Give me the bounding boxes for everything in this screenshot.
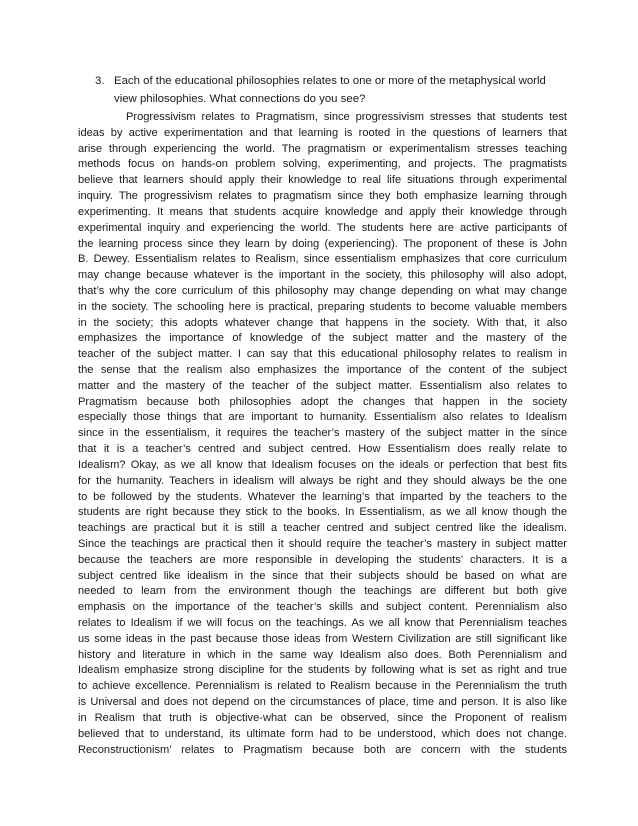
paragraph-line: for the humanity. Teachers in idealism will always be right and they should always be the one: [78, 474, 567, 487]
paragraph-line: Progressivism relates to Pragmatism, since progressivism stresses that students test: [126, 111, 567, 123]
paragraph-line: inquiry. The progressivism relates to pragmatism since they both emphasize learning through: [78, 190, 567, 203]
question-text: [114, 72, 569, 108]
paragraph-line: that’s why the core curriculum of this philosophy may change depending on what may change: [78, 284, 567, 297]
question-line: Each of the educational philosophies relates to one or more of the metaphysical world: [114, 75, 546, 87]
paragraph-line: Idealism? Okay, as we all know that Idealism focuses on the ideals or perfection that best fits: [78, 458, 567, 471]
paragraph-line: in Realism that truth is objective-what can be observed, since the Proponent of realism: [78, 711, 567, 724]
paragraph-line: that it is a teacher’s centred and subject centred. How Essentialism does really relate to: [78, 443, 567, 456]
paragraph-line: history and literature in which in the same way Idealism also does. Both Perennialism and: [78, 648, 567, 661]
paragraph-line: emphasis on the importance of the teacher’s skills and subject content. Perennialism also: [78, 601, 567, 614]
paragraph-line: in the society; this adopts whatever change that happens in the society. With that, it also: [78, 316, 567, 329]
paragraph-line: believed that to understand, its ultimate form had to be understood, which does not change.: [78, 727, 567, 740]
paragraph-line: methods focus on hands-on problem solving, experimenting, and projects. The pragmatists: [78, 158, 567, 171]
paragraph-line: B. Dewey. Essentialism relates to Realism, since essentialism emphasizes that core curriculum: [78, 253, 567, 266]
paragraph-line: since in the essentialism, it requires the teacher’s mastery of the subject matter in the since: [78, 427, 567, 440]
paragraph-line: experimental inquiry and experiencing the world. The students here are active participants of: [78, 221, 567, 234]
paragraph-line: to achieve excellence. Perennialism is related to Realism because in the Perennialism the truth: [78, 680, 567, 693]
paragraph-line: relates to Idealism if we will focus on the teachings. As we all know that Perennialism teaches: [78, 617, 567, 629]
paragraph-line: teacher of the subject matter. I can say that this educational philosophy relates to realism in: [78, 348, 567, 361]
paragraph-line: Pragmatism because both philosophies adopt the changes that happen in the society: [78, 395, 567, 408]
paragraph-line: ideas by active experimentation and that learning is rooted in the questions of learners that: [78, 126, 567, 139]
paragraph-line: subject centred like idealism in the since that their subjects should be based on what are: [78, 569, 567, 582]
paragraph-line: in the society. The schooling here is practical, preparing students to become valuable members: [78, 300, 567, 313]
paragraph-line: especially those things that are important to humanity. Essentialism also relates to Idealism: [78, 411, 567, 424]
paragraph-line: the learning process since they learn by doing (experiencing). The proponent of these is John: [78, 237, 567, 250]
question-number: 3.: [95, 75, 105, 87]
paragraph-line: may change because whatever is the important in the society, this philosophy will also adopt,: [78, 269, 567, 282]
paragraph-line: teachings are practical but it is still a teacher centred and subject centred like the idealism.: [78, 522, 567, 535]
paragraph-line: because the teachers are more responsible in developing the students’ characters. It is a: [78, 553, 567, 566]
paragraph-line: us some ideas in the past because those ideas from Western Civilization are still significant like: [78, 632, 567, 645]
paragraph-line: Since the teachings are practical then it should require the teacher’s mastery in subject matter: [78, 537, 567, 550]
paragraph-line: matter and the mastery of the teacher of the subject matter. Essentialism also relates to: [78, 379, 567, 392]
paragraph-line: is Universal and does not depend on the circumstances of place, time and person. It is also like: [78, 696, 567, 709]
paragraph-line: Reconstructionism’ relates to Pragmatism because both are concern with the students: [78, 743, 567, 756]
paragraph-line: Idealism emphasize strong discipline for the students by following what is set as right and true: [78, 664, 567, 677]
paragraph-line: believe that learners should apply their knowledge to real life situations through experimental: [78, 174, 567, 187]
paragraph-line: emphasizes the importance of knowledge of the subject matter and the mastery of the: [78, 332, 567, 345]
paragraph-line: the sense that the realism also emphasizes the importance of the content of the subject: [78, 364, 567, 376]
question-line: view philosophies. What connections do you see?: [114, 93, 366, 105]
paragraph-line: to be followed by the students. Whatever the learning’s that imparted by the teachers to the: [78, 490, 567, 503]
paragraph-line: arise through experiencing the world. The pragmatism or experimentalism stresses teaching: [78, 142, 567, 155]
answer-paragraph: [78, 110, 567, 758]
paragraph-line: experimenting. It means that students acquire knowledge and apply their knowledge through: [78, 205, 567, 218]
paragraph-line: needed to learn from the environment though the teachings are different but both give: [78, 585, 567, 598]
paragraph-line: students are right because they stick to the books. In Essentialism, as we all know though the: [78, 506, 567, 519]
